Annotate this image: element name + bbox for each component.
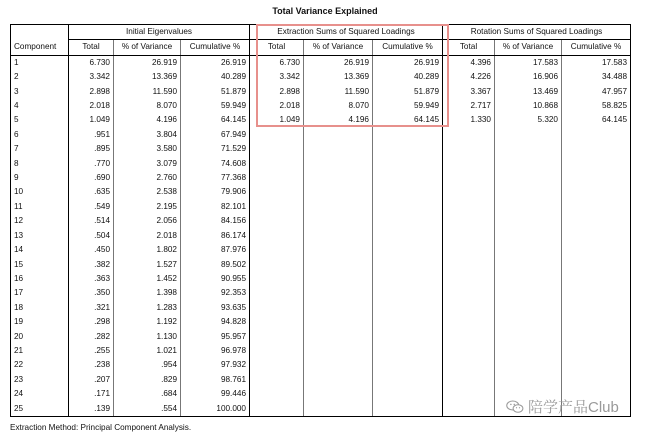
initial-total-cell: .504 xyxy=(69,229,114,243)
rotation-header: Rotation Sums of Squared Loadings xyxy=(443,25,631,40)
extraction-total-cell xyxy=(250,243,304,257)
rotation-total-cell: 3.367 xyxy=(443,85,495,99)
rotation-total-cell: 4.226 xyxy=(443,70,495,84)
initial-total-cell: 6.730 xyxy=(69,55,114,70)
rotation-variance-cell xyxy=(495,315,562,329)
rotation-cumulative-cell xyxy=(562,171,631,185)
extraction-total-cell: 3.342 xyxy=(250,70,304,84)
extraction-total-cell xyxy=(250,301,304,315)
rotation-total-header: Total xyxy=(443,40,495,55)
rotation-total-cell xyxy=(443,200,495,214)
component-number: 21 xyxy=(11,344,69,358)
rotation-variance-cell: 17.583 xyxy=(495,55,562,70)
extraction-variance-cell xyxy=(304,214,373,228)
rotation-total-cell xyxy=(443,157,495,171)
component-number: 24 xyxy=(11,387,69,401)
initial-cumulative-cell: 71.529 xyxy=(181,142,250,156)
extraction-variance-cell xyxy=(304,229,373,243)
extraction-total-cell xyxy=(250,387,304,401)
rotation-cumulative-cell xyxy=(562,243,631,257)
initial-variance-cell: 3.079 xyxy=(114,157,181,171)
initial-cumulative-cell: 95.957 xyxy=(181,330,250,344)
extraction-cumulative-cell xyxy=(373,358,443,372)
rotation-cumulative-cell xyxy=(562,272,631,286)
component-header: Component xyxy=(11,25,69,56)
initial-total-cell: .139 xyxy=(69,402,114,417)
rotation-total-cell xyxy=(443,387,495,401)
rotation-cumulative-cell xyxy=(562,315,631,329)
initial-total-cell: 2.018 xyxy=(69,99,114,113)
rotation-cumulative-cell xyxy=(562,358,631,372)
rotation-total-cell xyxy=(443,171,495,185)
wechat-logo-icon xyxy=(506,400,524,414)
table-row xyxy=(11,157,631,171)
table-row xyxy=(11,128,631,142)
component-number: 11 xyxy=(11,200,69,214)
table-body xyxy=(11,55,631,416)
extraction-total-cell xyxy=(250,358,304,372)
component-number: 2 xyxy=(11,70,69,84)
variance-table xyxy=(10,24,631,417)
extraction-variance-cell xyxy=(304,330,373,344)
initial-variance-cell: .829 xyxy=(114,373,181,387)
component-number: 18 xyxy=(11,301,69,315)
extraction-total-cell xyxy=(250,373,304,387)
initial-total-cell: 1.049 xyxy=(69,113,114,127)
rotation-variance-cell xyxy=(495,128,562,142)
table-title: Total Variance Explained xyxy=(272,6,378,16)
initial-cumulative-header: Cumulative % xyxy=(181,40,250,55)
rotation-cumulative-cell: 17.583 xyxy=(562,55,631,70)
rotation-cumulative-cell xyxy=(562,128,631,142)
extraction-total-cell: 6.730 xyxy=(250,55,304,70)
table-row xyxy=(11,373,631,387)
initial-total-cell: .549 xyxy=(69,200,114,214)
initial-variance-cell: 1.452 xyxy=(114,272,181,286)
extraction-cumulative-cell xyxy=(373,200,443,214)
table-row xyxy=(11,229,631,243)
initial-cumulative-cell: 92.353 xyxy=(181,286,250,300)
extraction-total-cell xyxy=(250,200,304,214)
rotation-variance-cell xyxy=(495,344,562,358)
component-number: 5 xyxy=(11,113,69,127)
rotation-variance-cell xyxy=(495,229,562,243)
initial-eigenvalues-header: Initial Eigenvalues xyxy=(69,25,250,40)
rotation-total-cell xyxy=(443,128,495,142)
table-row xyxy=(11,272,631,286)
component-number: 16 xyxy=(11,272,69,286)
extraction-variance-header: % of Variance xyxy=(304,40,373,55)
component-number: 8 xyxy=(11,157,69,171)
rotation-variance-cell xyxy=(495,358,562,372)
rotation-total-cell: 1.330 xyxy=(443,113,495,127)
initial-cumulative-cell: 67.949 xyxy=(181,128,250,142)
rotation-total-cell xyxy=(443,373,495,387)
table-row xyxy=(11,185,631,199)
initial-total-cell: 3.342 xyxy=(69,70,114,84)
extraction-cumulative-cell xyxy=(373,185,443,199)
extraction-cumulative-cell: 64.145 xyxy=(373,113,443,127)
initial-variance-cell: 1.527 xyxy=(114,258,181,272)
rotation-variance-cell: 13.469 xyxy=(495,85,562,99)
extraction-variance-cell xyxy=(304,358,373,372)
initial-variance-cell: 26.919 xyxy=(114,55,181,70)
component-number: 19 xyxy=(11,315,69,329)
initial-total-cell: 2.898 xyxy=(69,85,114,99)
extraction-variance-cell xyxy=(304,128,373,142)
rotation-cumulative-cell xyxy=(562,258,631,272)
rotation-variance-cell: 5.320 xyxy=(495,113,562,127)
rotation-total-cell xyxy=(443,286,495,300)
component-number: 14 xyxy=(11,243,69,257)
initial-cumulative-cell: 93.635 xyxy=(181,301,250,315)
extraction-cumulative-cell xyxy=(373,258,443,272)
extraction-total-cell: 1.049 xyxy=(250,113,304,127)
extraction-total-cell xyxy=(250,286,304,300)
initial-total-cell: .298 xyxy=(69,315,114,329)
initial-cumulative-cell: 100.000 xyxy=(181,402,250,417)
initial-cumulative-cell: 79.906 xyxy=(181,185,250,199)
initial-variance-cell: 1.398 xyxy=(114,286,181,300)
table-row xyxy=(11,70,631,84)
initial-variance-cell: 1.192 xyxy=(114,315,181,329)
initial-cumulative-cell: 74.608 xyxy=(181,157,250,171)
extraction-total-cell xyxy=(250,157,304,171)
extraction-total-cell xyxy=(250,315,304,329)
extraction-cumulative-cell: 51.879 xyxy=(373,85,443,99)
initial-total-cell: .238 xyxy=(69,358,114,372)
initial-cumulative-cell: 97.932 xyxy=(181,358,250,372)
rotation-variance-cell xyxy=(495,272,562,286)
rotation-total-cell xyxy=(443,185,495,199)
initial-variance-cell: 1.283 xyxy=(114,301,181,315)
initial-cumulative-cell: 96.978 xyxy=(181,344,250,358)
initial-variance-cell: 2.760 xyxy=(114,171,181,185)
extraction-total-cell xyxy=(250,402,304,417)
initial-cumulative-cell: 84.156 xyxy=(181,214,250,228)
component-number: 12 xyxy=(11,214,69,228)
extraction-cumulative-cell xyxy=(373,128,443,142)
initial-total-cell: .450 xyxy=(69,243,114,257)
rotation-cumulative-cell xyxy=(562,157,631,171)
extraction-header: Extraction Sums of Squared Loadings xyxy=(250,25,443,40)
rotation-total-cell xyxy=(443,344,495,358)
extraction-total-cell xyxy=(250,171,304,185)
initial-cumulative-cell: 90.955 xyxy=(181,272,250,286)
initial-total-cell: .321 xyxy=(69,301,114,315)
extraction-total-cell xyxy=(250,330,304,344)
rotation-total-cell xyxy=(443,214,495,228)
initial-total-cell: .363 xyxy=(69,272,114,286)
table-row xyxy=(11,258,631,272)
extraction-variance-cell xyxy=(304,344,373,358)
rotation-cumulative-cell xyxy=(562,301,631,315)
rotation-variance-cell xyxy=(495,286,562,300)
rotation-total-cell: 2.717 xyxy=(443,99,495,113)
extraction-total-cell xyxy=(250,272,304,286)
extraction-cumulative-cell xyxy=(373,214,443,228)
extraction-cumulative-header: Cumulative % xyxy=(373,40,443,55)
table-row xyxy=(11,99,631,113)
initial-variance-cell: 2.538 xyxy=(114,185,181,199)
rotation-variance-cell xyxy=(495,185,562,199)
initial-variance-cell: .684 xyxy=(114,387,181,401)
component-number: 6 xyxy=(11,128,69,142)
rotation-cumulative-cell: 47.957 xyxy=(562,85,631,99)
rotation-total-cell xyxy=(443,315,495,329)
initial-total-header: Total xyxy=(69,40,114,55)
initial-cumulative-cell: 64.145 xyxy=(181,113,250,127)
extraction-variance-cell xyxy=(304,387,373,401)
rotation-total-cell xyxy=(443,258,495,272)
initial-variance-cell: 1.130 xyxy=(114,330,181,344)
table-row xyxy=(11,142,631,156)
table-row xyxy=(11,171,631,185)
rotation-variance-cell xyxy=(495,258,562,272)
initial-total-cell: .514 xyxy=(69,214,114,228)
rotation-variance-cell xyxy=(495,157,562,171)
rotation-cumulative-cell xyxy=(562,214,631,228)
initial-total-cell: .951 xyxy=(69,128,114,142)
extraction-variance-cell: 11.590 xyxy=(304,85,373,99)
extraction-total-cell: 2.898 xyxy=(250,85,304,99)
table-row xyxy=(11,55,631,70)
extraction-cumulative-cell xyxy=(373,402,443,417)
rotation-cumulative-cell xyxy=(562,185,631,199)
extraction-total-cell xyxy=(250,214,304,228)
rotation-variance-cell xyxy=(495,142,562,156)
initial-variance-cell: 3.580 xyxy=(114,142,181,156)
table-row xyxy=(11,113,631,127)
initial-variance-cell: 2.018 xyxy=(114,229,181,243)
initial-variance-cell: 8.070 xyxy=(114,99,181,113)
component-number: 4 xyxy=(11,99,69,113)
extraction-variance-cell xyxy=(304,402,373,417)
initial-cumulative-cell: 51.879 xyxy=(181,85,250,99)
footnote: Extraction Method: Principal Component Analysis. xyxy=(10,423,192,432)
rotation-total-cell: 4.396 xyxy=(443,55,495,70)
extraction-variance-cell xyxy=(304,157,373,171)
initial-cumulative-cell: 40.289 xyxy=(181,70,250,84)
initial-variance-cell: 1.802 xyxy=(114,243,181,257)
initial-total-cell: .350 xyxy=(69,286,114,300)
initial-variance-cell: 4.196 xyxy=(114,113,181,127)
component-number: 10 xyxy=(11,185,69,199)
initial-variance-cell: 11.590 xyxy=(114,85,181,99)
initial-variance-cell: 3.804 xyxy=(114,128,181,142)
extraction-variance-cell: 4.196 xyxy=(304,113,373,127)
table-row xyxy=(11,315,631,329)
rotation-cumulative-cell xyxy=(562,344,631,358)
extraction-cumulative-cell xyxy=(373,344,443,358)
component-number: 22 xyxy=(11,358,69,372)
component-number: 25 xyxy=(11,402,69,417)
extraction-variance-cell xyxy=(304,243,373,257)
initial-variance-cell: .554 xyxy=(114,402,181,417)
initial-cumulative-cell: 99.446 xyxy=(181,387,250,401)
rotation-cumulative-cell xyxy=(562,330,631,344)
rotation-cumulative-cell: 34.488 xyxy=(562,70,631,84)
table-row xyxy=(11,214,631,228)
component-number: 1 xyxy=(11,55,69,70)
extraction-variance-cell xyxy=(304,301,373,315)
table-row xyxy=(11,200,631,214)
rotation-total-cell xyxy=(443,358,495,372)
rotation-cumulative-cell xyxy=(562,142,631,156)
rotation-variance-cell: 16.906 xyxy=(495,70,562,84)
extraction-cumulative-cell xyxy=(373,272,443,286)
extraction-cumulative-cell xyxy=(373,243,443,257)
rotation-variance-cell xyxy=(495,214,562,228)
extraction-total-cell xyxy=(250,142,304,156)
initial-variance-header: % of Variance xyxy=(114,40,181,55)
extraction-cumulative-cell xyxy=(373,171,443,185)
initial-variance-cell: 2.195 xyxy=(114,200,181,214)
initial-variance-cell: 13.369 xyxy=(114,70,181,84)
extraction-total-cell xyxy=(250,128,304,142)
extraction-variance-cell xyxy=(304,258,373,272)
extraction-total-cell xyxy=(250,229,304,243)
initial-total-cell: .171 xyxy=(69,387,114,401)
extraction-variance-cell xyxy=(304,315,373,329)
extraction-variance-cell xyxy=(304,200,373,214)
extraction-total-cell: 2.018 xyxy=(250,99,304,113)
initial-cumulative-cell: 26.919 xyxy=(181,55,250,70)
extraction-variance-cell xyxy=(304,142,373,156)
extraction-variance-cell xyxy=(304,185,373,199)
extraction-variance-cell xyxy=(304,373,373,387)
extraction-cumulative-cell xyxy=(373,330,443,344)
initial-cumulative-cell: 89.502 xyxy=(181,258,250,272)
watermark-text: 陪学产品Club xyxy=(528,399,619,416)
extraction-variance-cell: 13.369 xyxy=(304,70,373,84)
component-number: 20 xyxy=(11,330,69,344)
table-row xyxy=(11,358,631,372)
initial-cumulative-cell: 98.761 xyxy=(181,373,250,387)
rotation-variance-cell: 10.868 xyxy=(495,99,562,113)
rotation-cumulative-cell: 58.825 xyxy=(562,99,631,113)
extraction-cumulative-cell xyxy=(373,387,443,401)
rotation-variance-cell xyxy=(495,330,562,344)
extraction-variance-cell xyxy=(304,272,373,286)
initial-total-cell: .282 xyxy=(69,330,114,344)
rotation-total-cell xyxy=(443,301,495,315)
table-row xyxy=(11,344,631,358)
initial-total-cell: .690 xyxy=(69,171,114,185)
initial-cumulative-cell: 94.828 xyxy=(181,315,250,329)
extraction-total-cell xyxy=(250,258,304,272)
rotation-variance-cell xyxy=(495,301,562,315)
initial-cumulative-cell: 86.174 xyxy=(181,229,250,243)
rotation-cumulative-cell xyxy=(562,373,631,387)
initial-total-cell: .207 xyxy=(69,373,114,387)
component-number: 13 xyxy=(11,229,69,243)
table-row xyxy=(11,301,631,315)
initial-variance-cell: 2.056 xyxy=(114,214,181,228)
initial-cumulative-cell: 59.949 xyxy=(181,99,250,113)
rotation-cumulative-cell xyxy=(562,229,631,243)
extraction-variance-cell: 8.070 xyxy=(304,99,373,113)
extraction-cumulative-cell xyxy=(373,157,443,171)
extraction-cumulative-cell: 59.949 xyxy=(373,99,443,113)
rotation-variance-cell xyxy=(495,200,562,214)
initial-variance-cell: 1.021 xyxy=(114,344,181,358)
rotation-total-cell xyxy=(443,229,495,243)
initial-cumulative-cell: 87.976 xyxy=(181,243,250,257)
component-number: 17 xyxy=(11,286,69,300)
rotation-total-cell xyxy=(443,243,495,257)
rotation-total-cell xyxy=(443,402,495,417)
rotation-cumulative-cell: 64.145 xyxy=(562,113,631,127)
extraction-cumulative-cell xyxy=(373,315,443,329)
rotation-variance-cell xyxy=(495,243,562,257)
rotation-total-cell xyxy=(443,272,495,286)
component-number: 9 xyxy=(11,171,69,185)
rotation-total-cell xyxy=(443,142,495,156)
initial-total-cell: .255 xyxy=(69,344,114,358)
rotation-cumulative-cell xyxy=(562,286,631,300)
extraction-variance-cell xyxy=(304,286,373,300)
extraction-total-cell xyxy=(250,185,304,199)
extraction-variance-cell: 26.919 xyxy=(304,55,373,70)
initial-cumulative-cell: 77.368 xyxy=(181,171,250,185)
component-number: 7 xyxy=(11,142,69,156)
rotation-variance-cell xyxy=(495,171,562,185)
extraction-cumulative-cell xyxy=(373,229,443,243)
component-number: 23 xyxy=(11,373,69,387)
initial-total-cell: .382 xyxy=(69,258,114,272)
extraction-cumulative-cell xyxy=(373,142,443,156)
extraction-cumulative-cell xyxy=(373,286,443,300)
rotation-variance-cell xyxy=(495,373,562,387)
initial-total-cell: .895 xyxy=(69,142,114,156)
extraction-cumulative-cell xyxy=(373,301,443,315)
rotation-cumulative-cell xyxy=(562,200,631,214)
extraction-cumulative-cell: 40.289 xyxy=(373,70,443,84)
rotation-cumulative-header: Cumulative % xyxy=(562,40,631,55)
watermark xyxy=(506,396,619,417)
table-row xyxy=(11,286,631,300)
extraction-total-cell xyxy=(250,344,304,358)
table-row xyxy=(11,243,631,257)
table-row xyxy=(11,85,631,99)
initial-total-cell: .635 xyxy=(69,185,114,199)
table-row xyxy=(11,330,631,344)
component-number: 3 xyxy=(11,85,69,99)
extraction-cumulative-cell: 26.919 xyxy=(373,55,443,70)
initial-total-cell: .770 xyxy=(69,157,114,171)
rotation-variance-header: % of Variance xyxy=(495,40,562,55)
rotation-total-cell xyxy=(443,330,495,344)
extraction-variance-cell xyxy=(304,171,373,185)
extraction-cumulative-cell xyxy=(373,373,443,387)
component-number: 15 xyxy=(11,258,69,272)
initial-cumulative-cell: 82.101 xyxy=(181,200,250,214)
initial-variance-cell: .954 xyxy=(114,358,181,372)
extraction-total-header: Total xyxy=(250,40,304,55)
